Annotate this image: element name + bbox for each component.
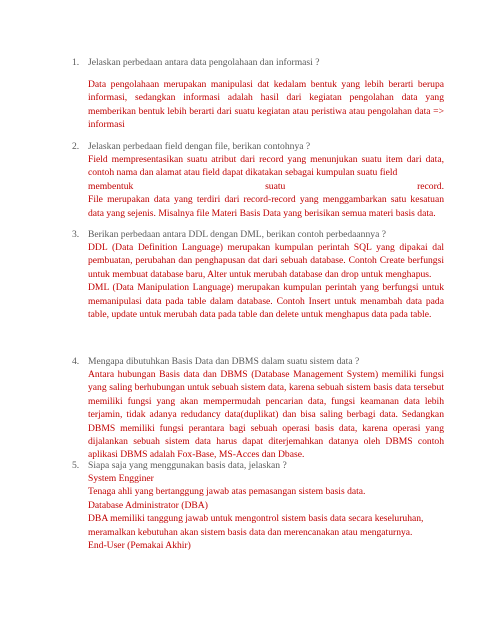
- answer-1: [88, 78, 444, 132]
- answer-3: [88, 241, 444, 321]
- answer-paragraph: Field mempresentasikan suatu atribut dari record yang menunjukan suatu item dari data, contoh nama dan alamat atau field dapat dikatakan sebagai kumpulan suatu field: [88, 154, 444, 179]
- answer-word: suatu: [265, 180, 286, 192]
- answer-4: [88, 368, 444, 462]
- answer-paragraph: DML (Data Manipulation Language) merupakan kumpulan perintah yang berfungsi untuk memanipulasi data pada table dalam database. Contoh Insert untuk menambah data pada table, update untuk merubah data pada table dan delete untuk menghapus data pada table.: [88, 282, 444, 321]
- question-number: 4.: [72, 356, 80, 367]
- answer-5: [88, 472, 444, 552]
- answer-item-desc: Tenaga ahli yang bertanggung jawab atas pemasangan sistem basis data.: [88, 486, 366, 498]
- answer-word: record.: [417, 180, 444, 192]
- answer-paragraph: Data pengolahaan merupakan manipulasi dat kedalam bentuk yang lebih berarti berupa informasi, sedangkan informasi adalah hasil dari kegiatan pengolahan data yang memberikan bentuk lebih berarti dari suatu kegiatan atau peristiwa atau pengolahan data => informasi: [88, 79, 444, 131]
- question-number: 3.: [72, 229, 80, 240]
- answer-item-title: Database Administrator (DBA): [88, 499, 208, 511]
- question-text: Berikan perbedaan antara DDL dengan DML, berikan contoh perbedaannya ?: [88, 229, 386, 240]
- question-1: [72, 56, 444, 69]
- answer-paragraph: Antara hubungan Basis data dan DBMS (Database Management System) memiliki fungsi yang saling berhubungan untuk sebuah sistem data, karena sebuah sistem basis data tersebut memiliki fungsi yang akan mempermudah pencarian data, fungsi keamanan data lebih terjamin, tidak adanya redudancy data(duplikat) dan bisa saling berbagi data. Sedangkan DBMS memiliki fungsi perantara bagi sebuah operasi basis data, karena operasi yang dijalankan sebuah sistem data harus dapat diterjemahkan datanya oleh DBMS contoh aplikasi DBMS adalah Fox-Base, MS-Acces dan Dbase.: [88, 369, 444, 461]
- answer-item-title: End-User (Pemakai Akhir): [88, 540, 191, 552]
- question-5: [72, 459, 444, 472]
- answer-justified-line: [88, 180, 444, 193]
- answer-2: [88, 153, 444, 220]
- question-text: Jelaskan perbedaan antara data pengolahaan dan informasi ?: [88, 57, 320, 68]
- answer-item-desc: DBA memiliki tanggung jawab untuk mengontrol sistem basis data secara keseluruhan, meramalkan kebutuhan akan sistem basis data dan merencanakan atau mengaturnya.: [88, 513, 424, 538]
- answer-item-title: System Engginer: [88, 473, 154, 484]
- question-text: Siapa saja yang menggunakan basis data, jelaskan ?: [88, 460, 287, 471]
- question-text: Jelaskan perbedaan field dengan file, berikan contohnya ?: [88, 141, 311, 152]
- question-number: 2.: [72, 141, 80, 152]
- question-2: [72, 140, 444, 153]
- question-number: 5.: [72, 460, 80, 471]
- question-4: [72, 355, 444, 368]
- question-number: 1.: [72, 57, 80, 68]
- answer-paragraph: File merupakan data yang terdiri dari record-record yang menggambarkan satu kesatuan data yang sejenis. Misalnya file Materi Basis Data yang berisikan semua materi basis data.: [88, 194, 444, 219]
- answer-paragraph: DDL (Data Definition Language) merupakan kumpulan perintah SQL yang dipakai dal pembuatan, perubahan dan penghapusan dat dari sebuah database. Contoh Create berfungsi untuk membuat database baru, Alter untuk merubah database dan drop untuk menghapus.: [88, 242, 444, 280]
- question-text: Mengapa dibutuhkan Basis Data dan DBMS dalam suatu sistem data ?: [88, 356, 360, 367]
- answer-word: membentuk: [88, 180, 134, 192]
- question-3: [72, 228, 444, 241]
